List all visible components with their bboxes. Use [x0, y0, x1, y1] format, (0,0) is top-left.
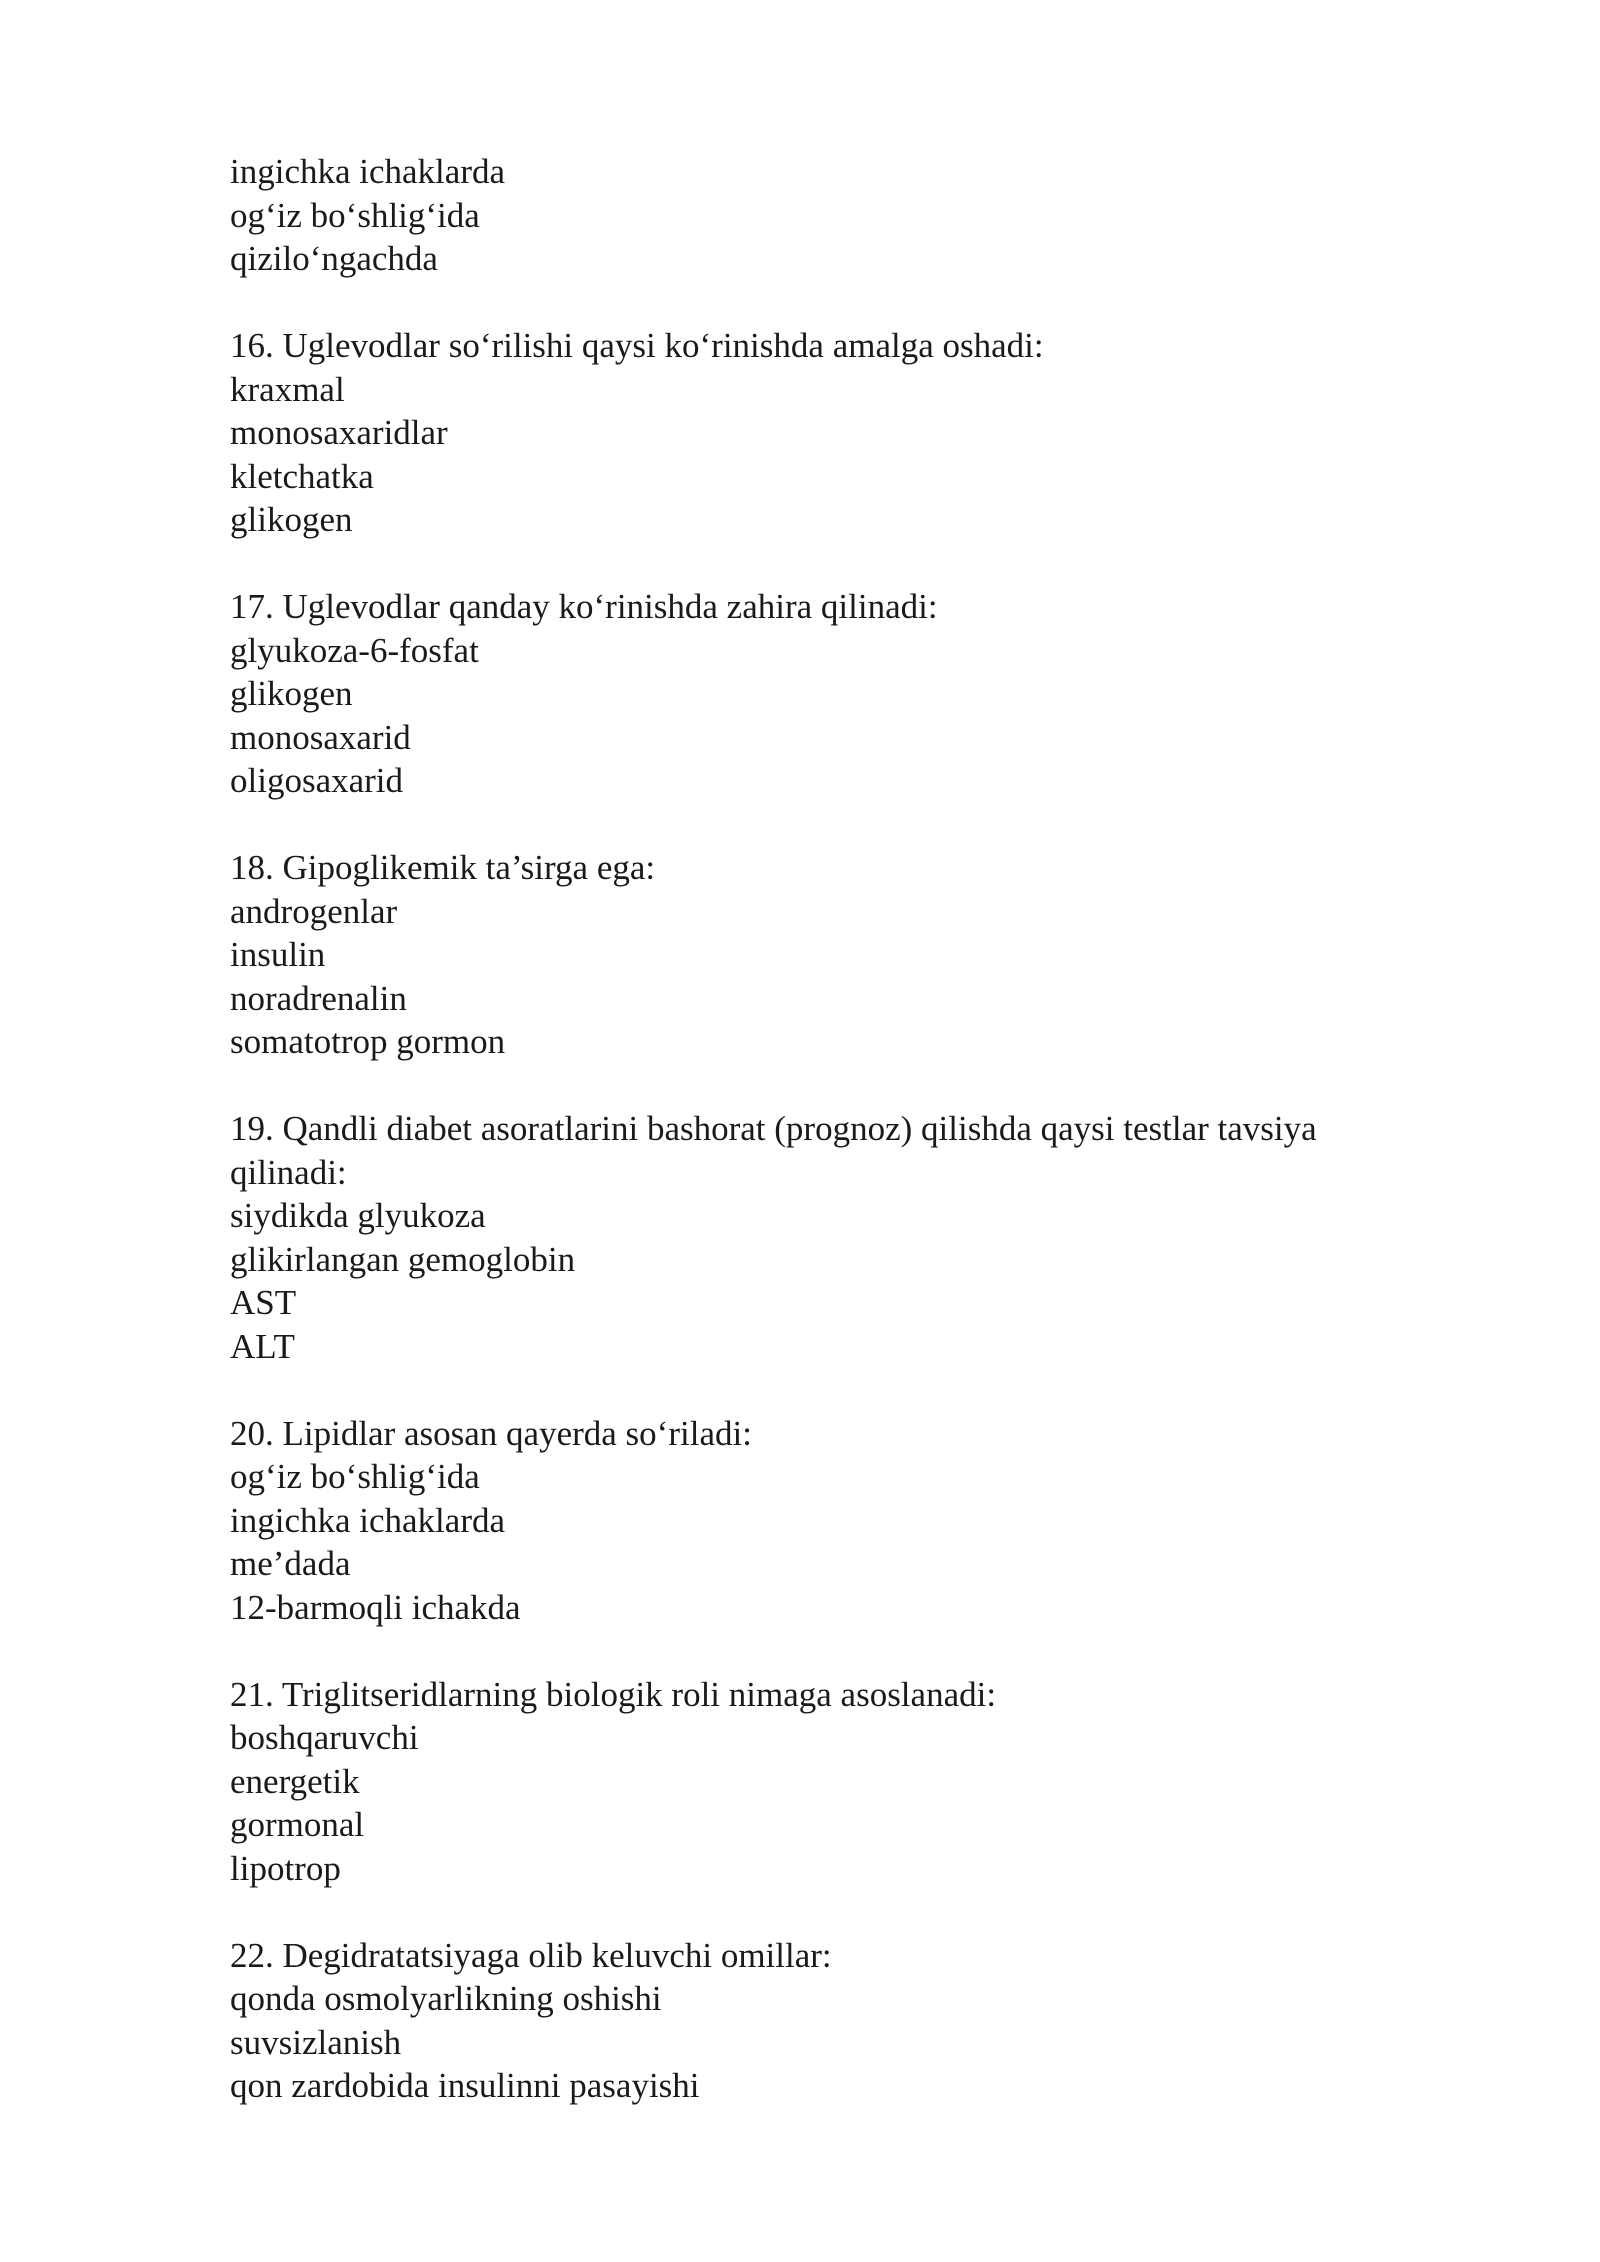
question-block	[230, 846, 1430, 1064]
option-text: qizilo‘ngachda	[230, 239, 438, 278]
option-text: boshqaruvchi	[230, 1718, 419, 1757]
question-text: 16. Uglevodlar so‘rilishi qaysi ko‘rinishda amalga oshadi:	[230, 326, 1044, 365]
option-text: ALT	[230, 1326, 295, 1366]
question-text: 21. Triglitseridlarning biologik roli nimaga asoslanadi:	[230, 1674, 997, 1714]
question-text: 17. Uglevodlar qanday ko‘rinishda zahira qilinadi:	[230, 587, 938, 626]
question-block	[230, 1673, 1430, 1891]
question-text-continued: qilinadi:	[230, 1152, 347, 1192]
document-page	[230, 150, 1430, 2108]
spacer	[230, 1629, 1430, 1673]
option-text: glikogen	[230, 674, 353, 713]
spacer	[230, 803, 1430, 847]
option-text: og‘iz bo‘shlig‘ida	[230, 195, 480, 235]
option-text: ingichka ichaklarda	[230, 152, 506, 191]
option-text: glikogen	[230, 500, 353, 539]
option-text: 12-barmoqli ichakda	[230, 1587, 521, 1627]
carryover-options	[230, 150, 1430, 281]
question-block	[230, 585, 1430, 803]
option-text: lipotrop	[230, 1848, 341, 1888]
spacer	[230, 281, 1430, 325]
question-text: 22. Degidratatsiyaga olib keluvchi omillar:	[230, 1935, 832, 1975]
option-text: androgenlar	[230, 891, 398, 931]
question-text: 20. Lipidlar asosan qayerda so‘riladi:	[230, 1413, 752, 1453]
option-text: me’dada	[230, 1544, 351, 1583]
spacer	[230, 542, 1430, 586]
option-text: siydikda glyukoza	[230, 1196, 486, 1235]
spacer	[230, 1368, 1430, 1412]
option-text: oligosaxarid	[230, 761, 404, 800]
option-text: monosaxarid	[230, 717, 411, 757]
option-text: suvsizlanish	[230, 2022, 402, 2062]
option-text: og‘iz bo‘shlig‘ida	[230, 1457, 480, 1496]
question-block	[230, 324, 1430, 542]
option-text: qonda osmolyarlikning oshishi	[230, 1979, 662, 2018]
question-block	[230, 1934, 1430, 2108]
spacer	[230, 1064, 1430, 1108]
question-block	[230, 1107, 1430, 1368]
question-text: 18. Gipoglikemik ta’sirga ega:	[230, 848, 656, 887]
option-text: qon zardobida insulinni pasayishi	[230, 2066, 700, 2105]
option-text: gormonal	[230, 1805, 365, 1844]
option-text: glyukoza-6-fosfat	[230, 630, 479, 670]
option-text: monosaxaridlar	[230, 413, 448, 452]
option-text: glikirlangan gemoglobin	[230, 1239, 576, 1279]
option-text: kletchatka	[230, 456, 374, 496]
option-text: insulin	[230, 935, 326, 974]
spacer	[230, 1890, 1430, 1934]
question-text: 19. Qandli diabet asoratlarini bashorat (prognoz) qilishda qaysi testlar tavsiya	[230, 1109, 1317, 1148]
question-block	[230, 1412, 1430, 1630]
option-text: kraxmal	[230, 369, 345, 409]
option-text: noradrenalin	[230, 978, 407, 1018]
option-text: energetik	[230, 1761, 360, 1801]
option-text: somatotrop gormon	[230, 1022, 506, 1061]
option-text: ingichka ichaklarda	[230, 1500, 506, 1540]
option-text: AST	[230, 1283, 297, 1322]
